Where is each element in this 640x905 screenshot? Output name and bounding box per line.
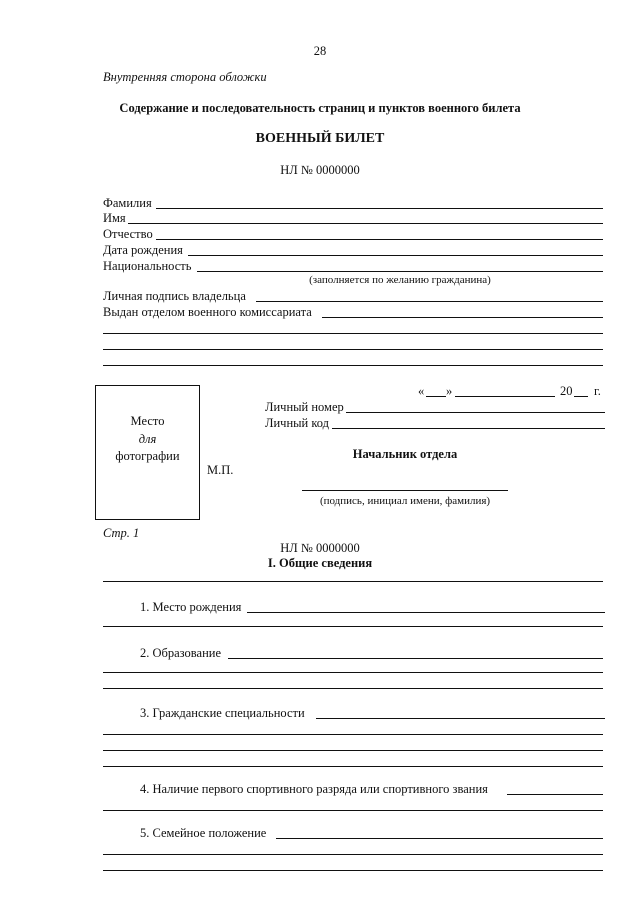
chief-signature-line[interactable] <box>302 490 508 491</box>
name-line[interactable] <box>128 223 603 224</box>
issued-by-label: Выдан отделом военного комиссариата <box>103 305 312 319</box>
surname-label: Фамилия <box>103 196 152 210</box>
photo-placeholder <box>95 385 200 520</box>
issued-by-line-2[interactable] <box>103 333 603 334</box>
nationality-note: (заполняется по желанию гражданина) <box>309 274 491 286</box>
nationality-label: Национальность <box>103 259 192 273</box>
sports-rank-line[interactable] <box>507 794 603 795</box>
page-number: 28 <box>313 44 327 58</box>
marital-status-line[interactable] <box>276 838 603 839</box>
civil-specialties-line[interactable] <box>316 718 605 719</box>
surname-line[interactable] <box>156 208 603 209</box>
document-title: ВОЕННЫЙ БИЛЕТ <box>255 131 385 146</box>
birth-date-line[interactable] <box>188 255 603 256</box>
photo-label-line2: для <box>138 432 157 446</box>
section-title: I. Общие сведения <box>267 556 373 570</box>
personal-number-line[interactable] <box>346 412 605 413</box>
civil-specialties-line-3[interactable] <box>103 750 603 751</box>
date-year-line[interactable] <box>574 396 588 397</box>
education-line[interactable] <box>228 658 603 659</box>
civil-specialties-line-2[interactable] <box>103 734 603 735</box>
personal-number-label: Личный номер <box>265 400 344 414</box>
marital-status-line-2[interactable] <box>103 854 603 855</box>
marital-status-label: 5. Семейное положение <box>140 826 267 840</box>
date-quote-open: « <box>418 384 425 398</box>
name-label: Имя <box>103 211 126 225</box>
serial-number-2: НЛ № 0000000 <box>280 541 360 555</box>
section-rule <box>103 581 603 582</box>
patronymic-line[interactable] <box>156 239 603 240</box>
document-heading: Содержание и последовательность страниц и пунктов военного билета <box>119 101 521 115</box>
date-year-suffix: г. <box>594 384 601 398</box>
date-month-line[interactable] <box>455 396 555 397</box>
education-line-3[interactable] <box>103 688 603 689</box>
date-year-prefix: 20 <box>560 384 573 398</box>
photo-label-line1: Место <box>130 414 165 428</box>
marital-status-line-3[interactable] <box>103 870 603 871</box>
personal-code-line[interactable] <box>332 428 605 429</box>
owner-signature-label: Личная подпись владельца <box>103 289 246 303</box>
issued-by-line[interactable] <box>322 317 603 318</box>
issued-by-line-4[interactable] <box>103 365 603 366</box>
photo-label-line3: фотографии <box>115 449 180 463</box>
signature-note: (подпись, инициал имени, фамилия) <box>319 495 491 507</box>
issued-by-line-3[interactable] <box>103 349 603 350</box>
sports-rank-line-2[interactable] <box>103 810 603 811</box>
civil-specialties-label: 3. Гражданские специальности <box>140 706 305 720</box>
birth-date-label: Дата рождения <box>103 243 183 257</box>
education-label: 2. Образование <box>140 646 222 660</box>
birth-place-line-2[interactable] <box>103 626 603 627</box>
inner-cover-label: Внутренняя сторона обложки <box>103 70 267 84</box>
birth-place-line[interactable] <box>247 612 605 613</box>
stamp-label: М.П. <box>207 463 234 477</box>
nationality-line[interactable] <box>197 271 603 272</box>
birth-place-label: 1. Место рождения <box>140 600 242 614</box>
education-line-2[interactable] <box>103 672 603 673</box>
sports-rank-label: 4. Наличие первого спортивного разряда или спортивного звания <box>140 782 488 796</box>
chief-title: Начальник отдела <box>352 447 458 461</box>
personal-code-label: Личный код <box>265 416 330 430</box>
owner-signature-line[interactable] <box>256 301 603 302</box>
civil-specialties-line-4[interactable] <box>103 766 603 767</box>
date-quote-close: » <box>446 384 453 398</box>
page-1-label: Стр. 1 <box>103 526 140 540</box>
serial-number: НЛ № 0000000 <box>280 163 360 177</box>
date-day-line[interactable] <box>426 396 446 397</box>
patronymic-label: Отчество <box>103 227 153 241</box>
